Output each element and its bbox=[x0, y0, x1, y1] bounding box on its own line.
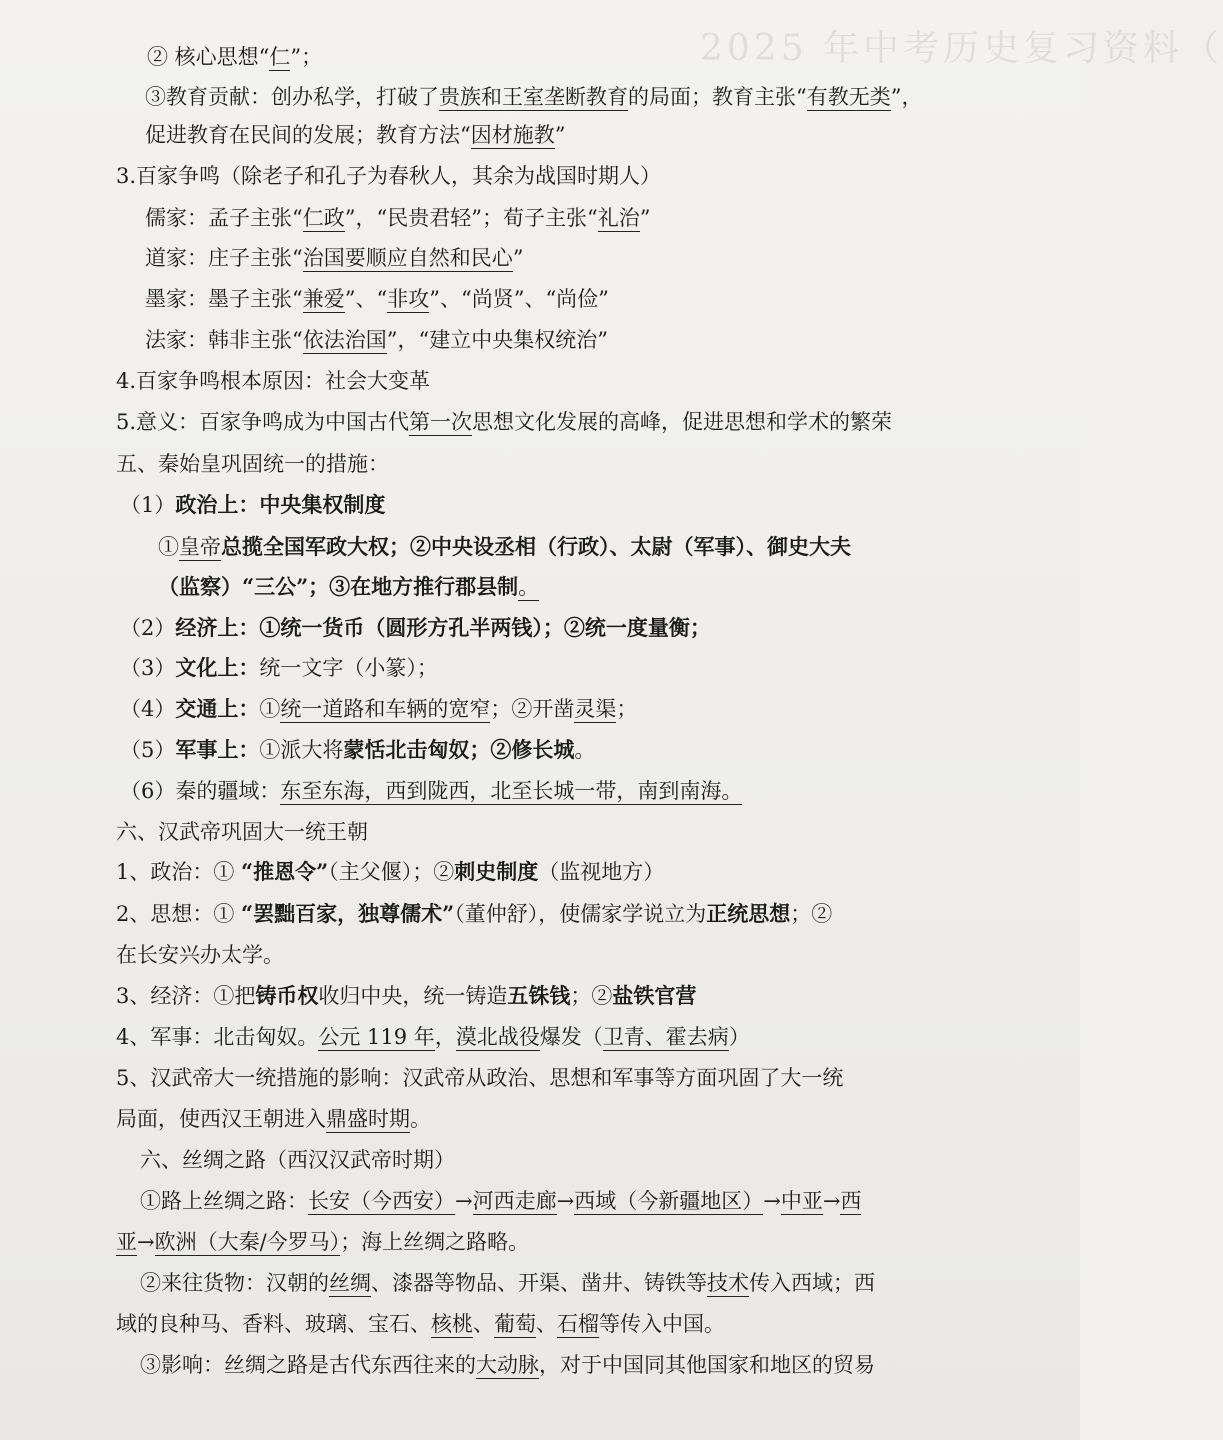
underlined-term: 大动脉 bbox=[476, 1353, 539, 1377]
text-segment: → bbox=[455, 1189, 473, 1213]
text-segment: （6）秦的疆域： bbox=[120, 779, 281, 803]
text-segment: ” bbox=[639, 206, 651, 230]
text-segment: 收归中央，统一铸造 bbox=[318, 984, 508, 1008]
text-segment: ；② bbox=[790, 902, 833, 926]
underlined-term: 东至东海，西到陇西，北至长城一带，南到南海。 bbox=[280, 779, 743, 803]
bold-text: 政治上：中央集权制度 bbox=[175, 492, 386, 517]
bold-text: 盐铁官营 bbox=[612, 983, 697, 1008]
text-line bbox=[116, 1104, 431, 1134]
text-segment: 局面，使西汉王朝进入 bbox=[116, 1107, 326, 1131]
text-line bbox=[145, 120, 566, 150]
text-segment: ；海上丝绸之路略。 bbox=[340, 1230, 530, 1254]
underlined-term: 卫青、霍去病 bbox=[602, 1025, 729, 1049]
text-segment: → bbox=[556, 1189, 575, 1213]
text-segment: ①路上丝绸之路： bbox=[140, 1189, 308, 1213]
text-line bbox=[158, 572, 539, 602]
text-segment: 五、秦始皇巩固统一的措施： bbox=[116, 452, 389, 476]
underlined-term: 灵渠 bbox=[574, 697, 617, 721]
text-line bbox=[145, 325, 608, 355]
text-segment: ②来往货物：汉朝的 bbox=[140, 1271, 329, 1295]
bold-text: 军事上： bbox=[175, 737, 260, 762]
text-line bbox=[120, 613, 711, 643]
text-segment: 传入西域；西 bbox=[749, 1271, 875, 1295]
underlined-term: 有教无类 bbox=[806, 85, 891, 109]
text-segment: 儒家：孟子主张“ bbox=[145, 206, 303, 230]
underlined-term: 欧洲（大秦/今罗马） bbox=[154, 1230, 341, 1254]
text-segment: ② 核心思想“ bbox=[147, 45, 270, 69]
text-segment: ；② bbox=[570, 984, 613, 1008]
text-line bbox=[116, 817, 368, 847]
text-line bbox=[116, 899, 832, 929]
underlined-term: 第一次 bbox=[409, 410, 473, 434]
underlined-term: 贵族和王室垄断教育 bbox=[439, 85, 628, 109]
text-segment: ① bbox=[158, 535, 179, 559]
text-segment: 5.意义：百家争鸣成为中国古代 bbox=[116, 410, 410, 434]
bold-text: （监察）“三公”；③在地方推行 bbox=[158, 574, 456, 599]
text-segment: 、 bbox=[536, 1312, 557, 1336]
text-segment: ”，“民贵君轻”；荀子主张“ bbox=[344, 206, 598, 230]
text-line bbox=[116, 449, 389, 479]
text-line bbox=[120, 735, 595, 765]
text-segment: 等传入中国。 bbox=[599, 1312, 725, 1336]
bold-text: 五铢钱 bbox=[507, 983, 571, 1008]
text-segment: ①派大将 bbox=[259, 738, 344, 762]
text-segment: ”、“尚贤”、“尚俭” bbox=[429, 287, 609, 311]
text-segment: ③教育贡献：创办私学，打破了 bbox=[145, 85, 439, 109]
text-segment: ”； bbox=[290, 45, 323, 69]
text-segment: 1、政治：① bbox=[116, 860, 242, 884]
bleed-through-header: 2025 年中考历史复习资料（ bbox=[700, 28, 1223, 69]
text-segment: 2、思想：① bbox=[116, 902, 242, 926]
text-line bbox=[145, 203, 650, 233]
text-line bbox=[116, 1227, 529, 1257]
text-segment: （1） bbox=[120, 493, 176, 517]
bold-text: 郡县制 bbox=[455, 574, 519, 599]
text-line bbox=[140, 1350, 875, 1380]
underlined-term: 仁政 bbox=[302, 206, 345, 230]
text-segment: ” bbox=[554, 123, 566, 147]
text-segment: 的局面；教育主张“ bbox=[628, 85, 807, 109]
text-segment: 在长安兴办太学。 bbox=[116, 943, 284, 967]
text-segment: （5） bbox=[120, 738, 176, 762]
text-segment: 促进教育在民间的发展；教育方法“ bbox=[145, 123, 471, 147]
text-segment: 道家：庄子主张“ bbox=[145, 246, 303, 270]
text-segment: ”，“建立中央集权统治” bbox=[386, 328, 608, 352]
text-segment: → bbox=[137, 1230, 155, 1254]
underlined-term: 礼治 bbox=[597, 206, 640, 230]
text-line bbox=[120, 653, 438, 683]
text-line bbox=[145, 82, 923, 112]
underlined-term: 亚 bbox=[116, 1230, 137, 1254]
text-segment: 爆发（ bbox=[539, 1025, 603, 1049]
text-line bbox=[116, 1063, 843, 1093]
text-segment: 六、汉武帝巩固大一统王朝 bbox=[116, 820, 368, 844]
underlined-term: 丝绸 bbox=[329, 1271, 371, 1295]
underlined-term: 治国要顺应自然和民心 bbox=[302, 246, 513, 270]
underlined-term: 葡萄 bbox=[494, 1312, 536, 1336]
underlined-term: 河西走廊 bbox=[472, 1189, 557, 1213]
bold-text: “罢黜百家，独尊儒术” bbox=[241, 901, 455, 926]
underlined-term: 仁 bbox=[269, 45, 291, 69]
text-segment: → bbox=[763, 1189, 781, 1213]
underlined-term: 石榴 bbox=[557, 1312, 599, 1336]
text-segment: 思想文化发展的高峰，促进思想和学术的繁荣 bbox=[472, 410, 893, 434]
underlined-term: 西 bbox=[840, 1189, 862, 1213]
text-segment: 域的良种马、香料、玻璃、宝石、 bbox=[116, 1312, 431, 1336]
text-line bbox=[145, 284, 609, 314]
text-segment: ① bbox=[259, 697, 281, 721]
text-segment: （董仲舒），使儒家学说立为 bbox=[454, 902, 707, 926]
underlined-term: 漠北战役 bbox=[455, 1025, 540, 1049]
text-segment: 。 bbox=[574, 738, 596, 762]
underlined-term: 因材施教 bbox=[470, 123, 555, 147]
text-segment: ；②开凿 bbox=[490, 697, 575, 721]
text-segment: ”， bbox=[890, 85, 923, 109]
text-line bbox=[116, 161, 661, 191]
text-line bbox=[116, 981, 696, 1011]
bold-text: 文化上： bbox=[175, 655, 260, 680]
underlined-term: 统一道路和车辆的宽窄 bbox=[280, 697, 491, 721]
bold-text: “推恩令” bbox=[241, 859, 329, 884]
text-segment: （2） bbox=[120, 616, 176, 640]
underlined-term: 西域（今新疆地区） bbox=[574, 1189, 764, 1213]
underlined-term: 公元 119 年 bbox=[318, 1025, 435, 1049]
text-segment: 。 bbox=[410, 1107, 431, 1131]
text-segment: 4.百家争鸣根本原因：社会大变革 bbox=[116, 369, 431, 393]
text-line bbox=[116, 940, 284, 970]
text-segment: （监视地方） bbox=[538, 860, 665, 884]
text-segment: → bbox=[822, 1189, 841, 1213]
underlined-term: 鼎盛时期 bbox=[326, 1107, 410, 1131]
text-segment: ， bbox=[434, 1025, 456, 1049]
text-segment: ③影响：丝绸之路是古代东西往来的 bbox=[140, 1353, 476, 1377]
text-line bbox=[120, 490, 385, 520]
text-line bbox=[140, 1268, 875, 1298]
underlined-term: 。 bbox=[518, 575, 540, 599]
underlined-term: 依法治国 bbox=[302, 328, 387, 352]
text-segment: ” bbox=[512, 246, 524, 270]
text-line bbox=[116, 366, 430, 396]
text-segment: 法家：韩非主张“ bbox=[145, 328, 303, 352]
text-segment: ） bbox=[728, 1025, 750, 1049]
text-line bbox=[145, 243, 524, 273]
text-segment: 墨家：墨子主张“ bbox=[145, 287, 303, 311]
text-segment: 3、经济：①把 bbox=[116, 984, 256, 1008]
text-segment: ，对于中国同其他国家和地区的贸易 bbox=[539, 1353, 875, 1377]
text-line bbox=[158, 532, 851, 562]
text-segment: 4、军事：北击匈奴。 bbox=[116, 1025, 319, 1049]
text-segment: （3） bbox=[120, 656, 176, 680]
text-line bbox=[116, 857, 664, 887]
text-line bbox=[120, 776, 742, 806]
text-segment: （4） bbox=[120, 697, 176, 721]
text-segment: ”、“ bbox=[344, 287, 388, 311]
bold-text: 总揽全国军政大权；②中央设 bbox=[221, 534, 494, 559]
underlined-term: 非攻 bbox=[387, 287, 430, 311]
underlined-term: 长安（今西安） bbox=[308, 1189, 455, 1213]
text-segment: 六、丝绸之路（西汉汉武帝时期） bbox=[140, 1148, 455, 1172]
bold-text: 铸币权 bbox=[255, 983, 319, 1008]
text-segment: 、 bbox=[473, 1312, 494, 1336]
text-line bbox=[116, 407, 892, 437]
underlined-term: 兼爱 bbox=[302, 287, 345, 311]
bold-text: 正统思想 bbox=[706, 901, 791, 926]
underlined-term: 技术 bbox=[707, 1271, 749, 1295]
text-segment: （主父偃）；② bbox=[328, 860, 455, 884]
bold-text: 交通上： bbox=[175, 696, 260, 721]
bold-text: 刺史制度 bbox=[454, 859, 539, 884]
bold-text: 丞相（行政）、太尉（军事）、御史大夫 bbox=[494, 534, 851, 559]
bold-text: 经济上：①统一货币（圆形方孔半两钱）；②统一度量衡； bbox=[175, 615, 711, 640]
underlined-term: 皇帝 bbox=[179, 535, 221, 559]
text-segment: 5、汉武帝大一统措施的影响：汉武帝从政治、思想和军事等方面巩固了大一统 bbox=[116, 1066, 844, 1090]
text-line bbox=[116, 1309, 725, 1339]
text-line bbox=[116, 1022, 750, 1052]
underlined-term: 中亚 bbox=[780, 1189, 823, 1213]
text-segment: 3.百家争鸣（除老子和孔子为春秋人，其余为战国时期人） bbox=[116, 164, 662, 188]
underlined-term: 核桃 bbox=[431, 1312, 473, 1336]
text-line bbox=[140, 1186, 861, 1216]
bold-text: 蒙恬北击匈奴；②修长城 bbox=[343, 737, 575, 762]
text-line bbox=[140, 1145, 455, 1175]
text-line bbox=[147, 42, 322, 72]
text-segment: 、漆器等物品、开渠、凿井、铸铁等 bbox=[371, 1271, 707, 1295]
text-segment: ； bbox=[616, 697, 638, 721]
text-line bbox=[120, 694, 637, 724]
text-segment: 统一文字（小篆）； bbox=[259, 656, 438, 680]
